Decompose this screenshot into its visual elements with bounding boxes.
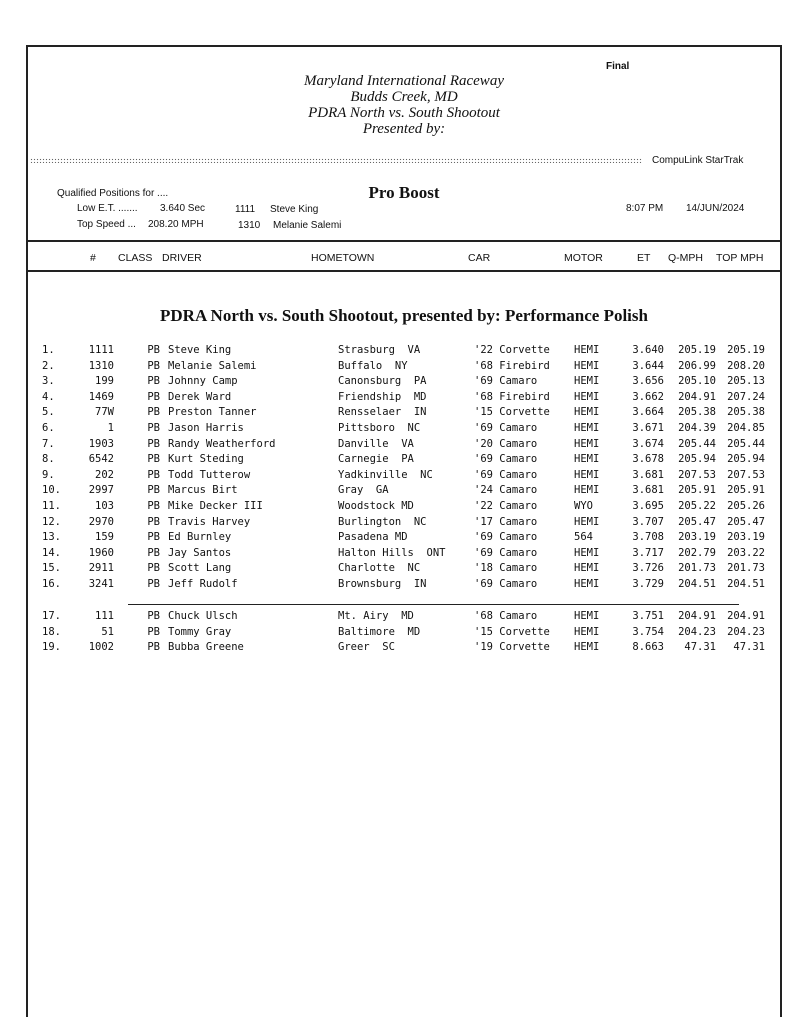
cell-car: '18 Camaro [474, 562, 538, 575]
event-title: PDRA North vs. South Shootout, presented by: Performance Polish [160, 306, 648, 325]
cell-car: '69 Camaro [474, 546, 538, 559]
cell-driver: Bubba Greene [168, 641, 244, 654]
cell-cls: PB [147, 641, 160, 654]
cell-num: 3241 [88, 577, 114, 590]
cell-pos: 19. [42, 641, 61, 654]
header-rule-top [28, 240, 780, 242]
cell-top: 203.19 [727, 531, 765, 544]
cell-driver: Derek Ward [168, 390, 232, 403]
col-qmph: Q-MPH [668, 252, 703, 264]
col-hometown: HOMETOWN [311, 252, 375, 264]
cell-et: 8.663 [632, 641, 664, 654]
cell-hometown: Charlotte NC [338, 562, 421, 575]
cell-et: 3.674 [632, 437, 664, 450]
cell-motor: HEMI [574, 625, 600, 638]
table-row [42, 609, 765, 625]
table-row [42, 483, 765, 499]
cell-motor: HEMI [574, 577, 600, 590]
cell-qmph: 204.39 [678, 421, 716, 434]
cell-driver: Randy Weatherford [168, 437, 276, 450]
cell-num: 1 [107, 421, 114, 434]
cell-et: 3.671 [632, 421, 664, 434]
cell-pos: 8. [42, 453, 55, 466]
cell-cls: PB [147, 484, 160, 497]
cell-driver: Todd Tutterow [168, 468, 251, 481]
top-speed-number: 1310 [238, 220, 261, 231]
cell-pos: 17. [42, 610, 61, 622]
cell-motor: HEMI [574, 515, 600, 528]
cell-pos: 13. [42, 531, 61, 544]
table-row [42, 468, 765, 484]
cell-motor: HEMI [574, 359, 600, 372]
cell-et: 3.681 [632, 484, 664, 497]
cell-et: 3.640 [632, 344, 664, 356]
qualifier-cutoff-line [128, 604, 739, 605]
cell-num: 1903 [88, 437, 114, 450]
cell-et: 3.707 [632, 515, 664, 528]
cell-hometown: Danville VA [338, 437, 414, 450]
cell-num: 2997 [88, 484, 114, 497]
cell-car: '69 Camaro [474, 375, 538, 388]
cell-num: 103 [95, 499, 114, 512]
cell-hometown: Pittsboro NC [338, 421, 421, 434]
cell-hometown: Buffalo NY [338, 359, 408, 372]
cell-cls: PB [147, 406, 160, 419]
qualified-label: Qualified Positions for .... [57, 188, 169, 199]
cell-pos: 11. [42, 499, 61, 512]
cell-num: 2911 [88, 562, 114, 575]
cell-et: 3.726 [632, 562, 664, 575]
software-label: CompuLink StarTrak [652, 155, 744, 166]
cell-hometown: Brownsburg IN [338, 577, 427, 590]
cell-et: 3.662 [632, 390, 664, 403]
cell-cls: PB [147, 546, 160, 559]
cell-top: 47.31 [733, 641, 765, 654]
cell-qmph: 205.38 [678, 406, 716, 419]
table-row [42, 421, 765, 437]
cell-driver: Preston Tanner [168, 406, 257, 419]
cell-qmph: 205.22 [678, 499, 716, 512]
low-et-label: Low E.T. ....... [77, 203, 138, 214]
cell-top: 205.44 [727, 437, 765, 450]
top-speed-label: Top Speed ... [77, 219, 136, 230]
cell-driver: Ed Burnley [168, 531, 232, 544]
cell-motor: HEMI [574, 421, 600, 434]
table-row [42, 577, 765, 593]
low-et-value: 3.640 Sec [160, 203, 206, 214]
table-row [42, 405, 765, 421]
cell-motor: HEMI [574, 546, 600, 559]
cell-driver: Johnny Camp [168, 375, 238, 388]
cell-car: '69 Camaro [474, 577, 538, 590]
cell-top: 205.47 [727, 515, 765, 528]
table-row [42, 437, 765, 453]
cell-cls: PB [147, 437, 160, 450]
cell-qmph: 205.19 [678, 344, 716, 356]
cell-pos: 12. [42, 515, 61, 528]
cell-car: '17 Camaro [474, 515, 538, 528]
cell-qmph: 204.91 [678, 390, 716, 403]
cell-num: 199 [95, 375, 114, 388]
cell-hometown: Greer SC [338, 641, 395, 654]
top-speed-driver: Melanie Salemi [273, 220, 342, 231]
cell-pos: 7. [42, 437, 55, 450]
cell-cls: PB [147, 375, 160, 388]
cell-et: 3.664 [632, 406, 664, 419]
cell-hometown: Mt. Airy MD [338, 610, 414, 622]
table-row [42, 546, 765, 562]
cell-car: '68 Camaro [474, 610, 538, 622]
cell-top: 201.73 [727, 562, 765, 575]
cell-top: 203.22 [727, 546, 765, 559]
cell-car: '68 Firebird [474, 359, 550, 372]
cell-driver: Chuck Ulsch [168, 610, 238, 622]
cell-motor: WYO [574, 499, 593, 512]
cell-hometown: Canonsburg PA [338, 375, 427, 388]
dotted-separator [30, 158, 642, 163]
cell-top: 204.23 [727, 625, 765, 638]
cell-num: 1310 [88, 359, 114, 372]
cell-car: '15 Corvette [474, 406, 550, 419]
cell-cls: PB [147, 562, 160, 575]
cell-pos: 2. [42, 359, 55, 372]
cell-driver: Scott Lang [168, 562, 232, 575]
cell-motor: HEMI [574, 468, 600, 481]
cell-qmph: 206.99 [678, 359, 716, 372]
cell-cls: PB [147, 531, 160, 544]
cell-num: 111 [95, 610, 114, 622]
cell-pos: 15. [42, 562, 61, 575]
cell-qmph: 203.19 [678, 531, 716, 544]
cell-cls: PB [147, 390, 160, 403]
cell-driver: Kurt Steding [168, 453, 244, 466]
col-topmph: TOP MPH [716, 252, 764, 264]
cell-hometown: Baltimore MD [338, 625, 421, 638]
cell-car: '69 Camaro [474, 468, 538, 481]
cell-driver: Mike Decker III [168, 499, 263, 512]
col-car: CAR [468, 252, 491, 264]
cell-pos: 3. [42, 375, 55, 388]
cell-car: '68 Firebird [474, 390, 550, 403]
cell-qmph: 205.94 [678, 453, 716, 466]
cell-et: 3.656 [632, 375, 664, 388]
cell-car: '22 Camaro [474, 499, 538, 512]
table-row [42, 640, 765, 656]
cell-top: 205.26 [727, 499, 765, 512]
cell-qmph: 47.31 [684, 641, 716, 654]
cell-hometown: Rensselaer IN [338, 406, 427, 419]
cell-et: 3.678 [632, 453, 664, 466]
header-rule-bottom [28, 270, 780, 272]
cell-car: '69 Camaro [474, 453, 538, 466]
cell-pos: 14. [42, 546, 61, 559]
cell-hometown: Strasburg VA [338, 344, 421, 356]
cell-cls: PB [147, 468, 160, 481]
cell-motor: HEMI [574, 390, 600, 403]
cell-driver: Tommy Gray [168, 625, 232, 638]
cell-cls: PB [147, 515, 160, 528]
col-class: CLASS [118, 252, 153, 264]
col-motor: MOTOR [564, 252, 603, 264]
cell-hometown: Gray GA [338, 484, 389, 497]
status-label: Final [606, 61, 630, 72]
cell-top: 204.85 [727, 421, 765, 434]
table-row [42, 359, 765, 375]
cell-car: '69 Camaro [474, 531, 538, 544]
cell-cls: PB [147, 610, 160, 622]
cell-hometown: Burlington NC [338, 515, 427, 528]
col-num: # [90, 252, 96, 264]
cell-hometown: Carnegie PA [338, 453, 414, 466]
table-row [42, 515, 765, 531]
cell-qmph: 202.79 [678, 546, 716, 559]
low-et-driver: Steve King [270, 204, 319, 215]
cell-cls: PB [147, 359, 160, 372]
event-name: PDRA North vs. South Shootout [308, 105, 500, 121]
cell-motor: 564 [574, 531, 593, 544]
cell-pos: 6. [42, 421, 55, 434]
cell-driver: Jeff Rudolf [168, 577, 238, 590]
cell-et: 3.695 [632, 499, 664, 512]
cell-motor: HEMI [574, 610, 600, 622]
class-title: Pro Boost [368, 183, 440, 202]
cell-et: 3.681 [632, 468, 664, 481]
cell-motor: HEMI [574, 406, 600, 419]
presented-by: Presented by: [362, 121, 446, 137]
cell-cls: PB [147, 577, 160, 590]
cell-cls: PB [147, 625, 160, 638]
cell-hometown: Woodstock MD [338, 499, 414, 512]
cell-num: 1002 [88, 641, 114, 654]
cell-qmph: 204.91 [678, 610, 716, 622]
cell-top: 204.91 [727, 610, 765, 622]
cell-car: '20 Camaro [474, 437, 538, 450]
cell-qmph: 204.51 [678, 577, 716, 590]
cell-hometown: Pasadena MD [338, 531, 408, 544]
top-speed-value: 208.20 MPH [148, 219, 204, 230]
cell-motor: HEMI [574, 641, 600, 654]
cell-qmph: 205.10 [678, 375, 716, 388]
cell-car: '24 Camaro [474, 484, 538, 497]
cell-motor: HEMI [574, 437, 600, 450]
cell-num: 202 [95, 468, 114, 481]
cell-et: 3.644 [632, 359, 664, 372]
cell-motor: HEMI [574, 453, 600, 466]
cell-qmph: 204.23 [678, 625, 716, 638]
cell-motor: HEMI [574, 562, 600, 575]
cell-num: 1960 [88, 546, 114, 559]
cell-top: 205.19 [727, 344, 765, 356]
report-frame [26, 45, 782, 1017]
cell-et: 3.708 [632, 531, 664, 544]
cell-pos: 4. [42, 390, 55, 403]
cell-top: 205.13 [727, 375, 765, 388]
cell-motor: HEMI [574, 344, 600, 356]
col-driver: DRIVER [162, 252, 202, 264]
cell-qmph: 207.53 [678, 468, 716, 481]
cell-qmph: 201.73 [678, 562, 716, 575]
table-row [42, 561, 765, 577]
table-row [42, 374, 765, 390]
report-date: 14/JUN/2024 [686, 203, 745, 214]
track-location: Budds Creek, MD [350, 89, 458, 105]
cell-top: 207.53 [727, 468, 765, 481]
cell-et: 3.729 [632, 577, 664, 590]
track-name: Maryland International Raceway [304, 73, 504, 89]
cell-top: 207.24 [727, 390, 765, 403]
cell-car: '19 Corvette [474, 641, 550, 654]
cell-cls: PB [147, 344, 160, 356]
low-et-number: 1111 [235, 204, 256, 215]
cell-car: '69 Camaro [474, 421, 538, 434]
cell-cls: PB [147, 453, 160, 466]
cell-qmph: 205.47 [678, 515, 716, 528]
cell-driver: Marcus Birt [168, 484, 238, 497]
cell-hometown: Yadkinville NC [338, 468, 433, 481]
cell-top: 205.94 [727, 453, 765, 466]
cell-num: 159 [95, 531, 114, 544]
cell-pos: 1. [42, 344, 55, 356]
cell-num: 51 [101, 625, 114, 638]
table-row [42, 452, 765, 468]
cell-hometown: Halton Hills ONT [338, 546, 446, 559]
cell-motor: HEMI [574, 375, 600, 388]
cell-top: 204.51 [727, 577, 765, 590]
table-row [42, 390, 765, 406]
cell-pos: 5. [42, 406, 55, 419]
cell-driver: Steve King [168, 344, 232, 356]
cell-pos: 18. [42, 625, 61, 638]
cell-hometown: Friendship MD [338, 390, 427, 403]
cell-cls: PB [147, 499, 160, 512]
report-header [28, 73, 780, 137]
table-row [42, 530, 765, 546]
cell-num: 1469 [88, 390, 114, 403]
cell-motor: HEMI [574, 484, 600, 497]
cell-cls: PB [147, 421, 160, 434]
cell-et: 3.717 [632, 546, 664, 559]
cell-driver: Melanie Salemi [168, 359, 257, 372]
cell-et: 3.754 [632, 625, 664, 638]
cell-pos: 10. [42, 484, 61, 497]
report-time: 8:07 PM [626, 203, 664, 214]
non-qualifiers-table [42, 609, 765, 656]
cell-num: 1111 [88, 344, 114, 356]
table-row [42, 499, 765, 515]
cell-num: 77W [95, 406, 114, 419]
cell-num: 2970 [88, 515, 114, 528]
cell-pos: 16. [42, 577, 61, 590]
cell-top: 205.38 [727, 406, 765, 419]
cell-driver: Jason Harris [168, 421, 244, 434]
cell-pos: 9. [42, 468, 55, 481]
qualifiers-table [42, 343, 765, 593]
cell-car: '22 Corvette [474, 344, 550, 356]
cell-et: 3.751 [632, 610, 664, 622]
cell-qmph: 205.44 [678, 437, 716, 450]
col-et: ET [637, 252, 651, 264]
cell-top: 205.91 [727, 484, 765, 497]
cell-driver: Jay Santos [168, 546, 232, 559]
table-row [42, 625, 765, 641]
cell-driver: Travis Harvey [168, 515, 251, 528]
cell-qmph: 205.91 [678, 484, 716, 497]
cell-num: 6542 [88, 453, 114, 466]
table-row [42, 343, 765, 359]
cell-car: '15 Corvette [474, 625, 550, 638]
cell-top: 208.20 [727, 359, 765, 372]
